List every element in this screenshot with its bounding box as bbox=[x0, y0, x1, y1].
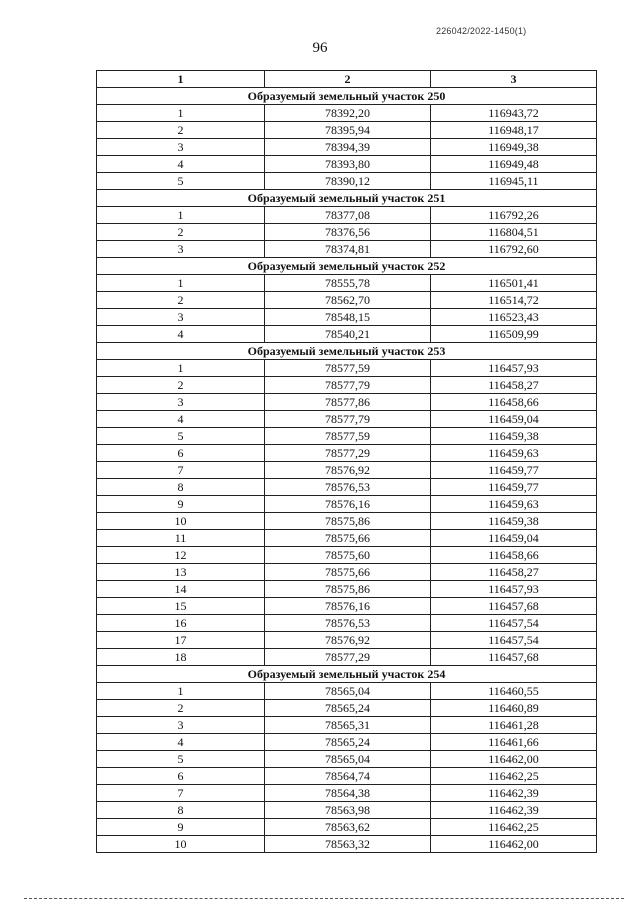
point-number-cell: 1 bbox=[97, 683, 265, 700]
point-number-cell: 1 bbox=[97, 275, 265, 292]
section-header-row bbox=[97, 258, 597, 275]
table-row bbox=[97, 122, 597, 139]
table-row bbox=[97, 802, 597, 819]
table-row bbox=[97, 819, 597, 836]
x-coordinate-cell: 78390,12 bbox=[265, 173, 431, 190]
point-number-cell: 2 bbox=[97, 122, 265, 139]
table-row bbox=[97, 836, 597, 853]
x-coordinate-cell: 78394,39 bbox=[265, 139, 431, 156]
point-number-cell: 15 bbox=[97, 598, 265, 615]
table-row bbox=[97, 156, 597, 173]
y-coordinate-cell: 116792,26 bbox=[431, 207, 597, 224]
table-row bbox=[97, 292, 597, 309]
point-number-cell: 4 bbox=[97, 734, 265, 751]
y-coordinate-cell: 116457,93 bbox=[431, 360, 597, 377]
point-number-cell: 12 bbox=[97, 547, 265, 564]
table-row bbox=[97, 224, 597, 241]
scan-edge-line bbox=[24, 898, 624, 899]
y-coordinate-cell: 116501,41 bbox=[431, 275, 597, 292]
table-row bbox=[97, 717, 597, 734]
table-row bbox=[97, 496, 597, 513]
x-coordinate-cell: 78577,59 bbox=[265, 360, 431, 377]
point-number-cell: 3 bbox=[97, 241, 265, 258]
y-coordinate-cell: 116514,72 bbox=[431, 292, 597, 309]
section-header-row bbox=[97, 88, 597, 105]
point-number-cell: 1 bbox=[97, 360, 265, 377]
point-number-cell: 3 bbox=[97, 309, 265, 326]
table-row bbox=[97, 173, 597, 190]
x-coordinate-cell: 78577,79 bbox=[265, 377, 431, 394]
x-coordinate-cell: 78548,15 bbox=[265, 309, 431, 326]
x-coordinate-cell: 78577,59 bbox=[265, 428, 431, 445]
table-row bbox=[97, 615, 597, 632]
y-coordinate-cell: 116458,66 bbox=[431, 547, 597, 564]
y-coordinate-cell: 116459,04 bbox=[431, 411, 597, 428]
point-number-cell: 1 bbox=[97, 105, 265, 122]
y-coordinate-cell: 116459,77 bbox=[431, 479, 597, 496]
x-coordinate-cell: 78377,08 bbox=[265, 207, 431, 224]
table-row bbox=[97, 734, 597, 751]
table-row bbox=[97, 632, 597, 649]
section-header-row bbox=[97, 343, 597, 360]
y-coordinate-cell: 116457,68 bbox=[431, 649, 597, 666]
table-row bbox=[97, 309, 597, 326]
section-title: Образуемый земельный участок 253 bbox=[97, 343, 597, 360]
point-number-cell: 5 bbox=[97, 173, 265, 190]
x-coordinate-cell: 78565,04 bbox=[265, 751, 431, 768]
y-coordinate-cell: 116461,66 bbox=[431, 734, 597, 751]
point-number-cell: 18 bbox=[97, 649, 265, 666]
x-coordinate-cell: 78576,53 bbox=[265, 479, 431, 496]
point-number-cell: 16 bbox=[97, 615, 265, 632]
table-row bbox=[97, 547, 597, 564]
point-number-cell: 1 bbox=[97, 207, 265, 224]
table-row bbox=[97, 564, 597, 581]
table-row bbox=[97, 513, 597, 530]
y-coordinate-cell: 116462,00 bbox=[431, 751, 597, 768]
point-number-cell: 8 bbox=[97, 802, 265, 819]
y-coordinate-cell: 116945,11 bbox=[431, 173, 597, 190]
header-row bbox=[97, 71, 597, 88]
table-row bbox=[97, 768, 597, 785]
x-coordinate-cell: 78564,74 bbox=[265, 768, 431, 785]
table-row bbox=[97, 377, 597, 394]
section-header-row bbox=[97, 190, 597, 207]
x-coordinate-cell: 78575,86 bbox=[265, 513, 431, 530]
y-coordinate-cell: 116459,63 bbox=[431, 445, 597, 462]
x-coordinate-cell: 78576,92 bbox=[265, 462, 431, 479]
table-row bbox=[97, 462, 597, 479]
x-coordinate-cell: 78392,20 bbox=[265, 105, 431, 122]
y-coordinate-cell: 116523,43 bbox=[431, 309, 597, 326]
y-coordinate-cell: 116943,72 bbox=[431, 105, 597, 122]
table-row bbox=[97, 105, 597, 122]
y-coordinate-cell: 116460,89 bbox=[431, 700, 597, 717]
x-coordinate-cell: 78577,29 bbox=[265, 445, 431, 462]
point-number-cell: 5 bbox=[97, 428, 265, 445]
x-coordinate-cell: 78565,04 bbox=[265, 683, 431, 700]
y-coordinate-cell: 116458,66 bbox=[431, 394, 597, 411]
y-coordinate-cell: 116458,27 bbox=[431, 377, 597, 394]
y-coordinate-cell: 116462,25 bbox=[431, 768, 597, 785]
x-coordinate-cell: 78575,66 bbox=[265, 564, 431, 581]
x-coordinate-cell: 78395,94 bbox=[265, 122, 431, 139]
x-coordinate-cell: 78576,53 bbox=[265, 615, 431, 632]
table-row bbox=[97, 394, 597, 411]
x-coordinate-cell: 78577,79 bbox=[265, 411, 431, 428]
y-coordinate-cell: 116461,28 bbox=[431, 717, 597, 734]
point-number-cell: 14 bbox=[97, 581, 265, 598]
point-number-cell: 3 bbox=[97, 139, 265, 156]
table-body bbox=[97, 88, 597, 853]
x-coordinate-cell: 78564,38 bbox=[265, 785, 431, 802]
table-row bbox=[97, 139, 597, 156]
table-row bbox=[97, 530, 597, 547]
point-number-cell: 10 bbox=[97, 836, 265, 853]
x-coordinate-cell: 78565,31 bbox=[265, 717, 431, 734]
table-row bbox=[97, 411, 597, 428]
table-row bbox=[97, 326, 597, 343]
point-number-cell: 11 bbox=[97, 530, 265, 547]
table-row bbox=[97, 649, 597, 666]
y-coordinate-cell: 116462,39 bbox=[431, 785, 597, 802]
y-coordinate-cell: 116459,63 bbox=[431, 496, 597, 513]
x-coordinate-cell: 78374,81 bbox=[265, 241, 431, 258]
table-row bbox=[97, 785, 597, 802]
y-coordinate-cell: 116460,55 bbox=[431, 683, 597, 700]
x-coordinate-cell: 78393,80 bbox=[265, 156, 431, 173]
point-number-cell: 2 bbox=[97, 292, 265, 309]
y-coordinate-cell: 116457,93 bbox=[431, 581, 597, 598]
y-coordinate-cell: 116462,39 bbox=[431, 802, 597, 819]
table-row bbox=[97, 275, 597, 292]
point-number-cell: 6 bbox=[97, 768, 265, 785]
point-number-cell: 8 bbox=[97, 479, 265, 496]
x-coordinate-cell: 78577,86 bbox=[265, 394, 431, 411]
document-stamp: 226042/2022-1450(1) bbox=[436, 26, 527, 36]
point-number-cell: 2 bbox=[97, 700, 265, 717]
x-coordinate-cell: 78577,29 bbox=[265, 649, 431, 666]
point-number-cell: 5 bbox=[97, 751, 265, 768]
y-coordinate-cell: 116458,27 bbox=[431, 564, 597, 581]
point-number-cell: 4 bbox=[97, 156, 265, 173]
y-coordinate-cell: 116459,38 bbox=[431, 513, 597, 530]
section-title: Образуемый земельный участок 252 bbox=[97, 258, 597, 275]
header-col-2: 2 bbox=[265, 71, 431, 88]
point-number-cell: 3 bbox=[97, 394, 265, 411]
y-coordinate-cell: 116462,25 bbox=[431, 819, 597, 836]
x-coordinate-cell: 78576,16 bbox=[265, 598, 431, 615]
y-coordinate-cell: 116949,48 bbox=[431, 156, 597, 173]
point-number-cell: 4 bbox=[97, 326, 265, 343]
coordinates-table bbox=[96, 70, 597, 853]
y-coordinate-cell: 116949,38 bbox=[431, 139, 597, 156]
x-coordinate-cell: 78540,21 bbox=[265, 326, 431, 343]
table-row bbox=[97, 581, 597, 598]
point-number-cell: 6 bbox=[97, 445, 265, 462]
x-coordinate-cell: 78563,32 bbox=[265, 836, 431, 853]
y-coordinate-cell: 116457,54 bbox=[431, 615, 597, 632]
section-title: Образуемый земельный участок 251 bbox=[97, 190, 597, 207]
x-coordinate-cell: 78376,56 bbox=[265, 224, 431, 241]
y-coordinate-cell: 116457,68 bbox=[431, 598, 597, 615]
table-row bbox=[97, 207, 597, 224]
point-number-cell: 3 bbox=[97, 717, 265, 734]
y-coordinate-cell: 116462,00 bbox=[431, 836, 597, 853]
point-number-cell: 9 bbox=[97, 819, 265, 836]
point-number-cell: 7 bbox=[97, 462, 265, 479]
y-coordinate-cell: 116457,54 bbox=[431, 632, 597, 649]
x-coordinate-cell: 78575,60 bbox=[265, 547, 431, 564]
section-title: Образуемый земельный участок 250 bbox=[97, 88, 597, 105]
y-coordinate-cell: 116459,77 bbox=[431, 462, 597, 479]
table-row bbox=[97, 683, 597, 700]
x-coordinate-cell: 78555,78 bbox=[265, 275, 431, 292]
point-number-cell: 2 bbox=[97, 377, 265, 394]
table-row bbox=[97, 360, 597, 377]
x-coordinate-cell: 78565,24 bbox=[265, 700, 431, 717]
x-coordinate-cell: 78563,62 bbox=[265, 819, 431, 836]
y-coordinate-cell: 116459,04 bbox=[431, 530, 597, 547]
x-coordinate-cell: 78575,86 bbox=[265, 581, 431, 598]
point-number-cell: 9 bbox=[97, 496, 265, 513]
x-coordinate-cell: 78562,70 bbox=[265, 292, 431, 309]
table-row bbox=[97, 751, 597, 768]
y-coordinate-cell: 116948,17 bbox=[431, 122, 597, 139]
point-number-cell: 10 bbox=[97, 513, 265, 530]
header-col-3: 3 bbox=[431, 71, 597, 88]
x-coordinate-cell: 78576,92 bbox=[265, 632, 431, 649]
page-number: 96 bbox=[312, 40, 328, 56]
x-coordinate-cell: 78563,98 bbox=[265, 802, 431, 819]
table-row bbox=[97, 241, 597, 258]
point-number-cell: 17 bbox=[97, 632, 265, 649]
table-row bbox=[97, 428, 597, 445]
y-coordinate-cell: 116459,38 bbox=[431, 428, 597, 445]
x-coordinate-cell: 78575,66 bbox=[265, 530, 431, 547]
section-header-row bbox=[97, 666, 597, 683]
header-col-1: 1 bbox=[97, 71, 265, 88]
point-number-cell: 2 bbox=[97, 224, 265, 241]
table-row bbox=[97, 479, 597, 496]
table-row bbox=[97, 598, 597, 615]
point-number-cell: 13 bbox=[97, 564, 265, 581]
y-coordinate-cell: 116509,99 bbox=[431, 326, 597, 343]
y-coordinate-cell: 116804,51 bbox=[431, 224, 597, 241]
x-coordinate-cell: 78565,24 bbox=[265, 734, 431, 751]
y-coordinate-cell: 116792,60 bbox=[431, 241, 597, 258]
x-coordinate-cell: 78576,16 bbox=[265, 496, 431, 513]
table-row bbox=[97, 445, 597, 462]
section-title: Образуемый земельный участок 254 bbox=[97, 666, 597, 683]
point-number-cell: 4 bbox=[97, 411, 265, 428]
table-row bbox=[97, 700, 597, 717]
point-number-cell: 7 bbox=[97, 785, 265, 802]
